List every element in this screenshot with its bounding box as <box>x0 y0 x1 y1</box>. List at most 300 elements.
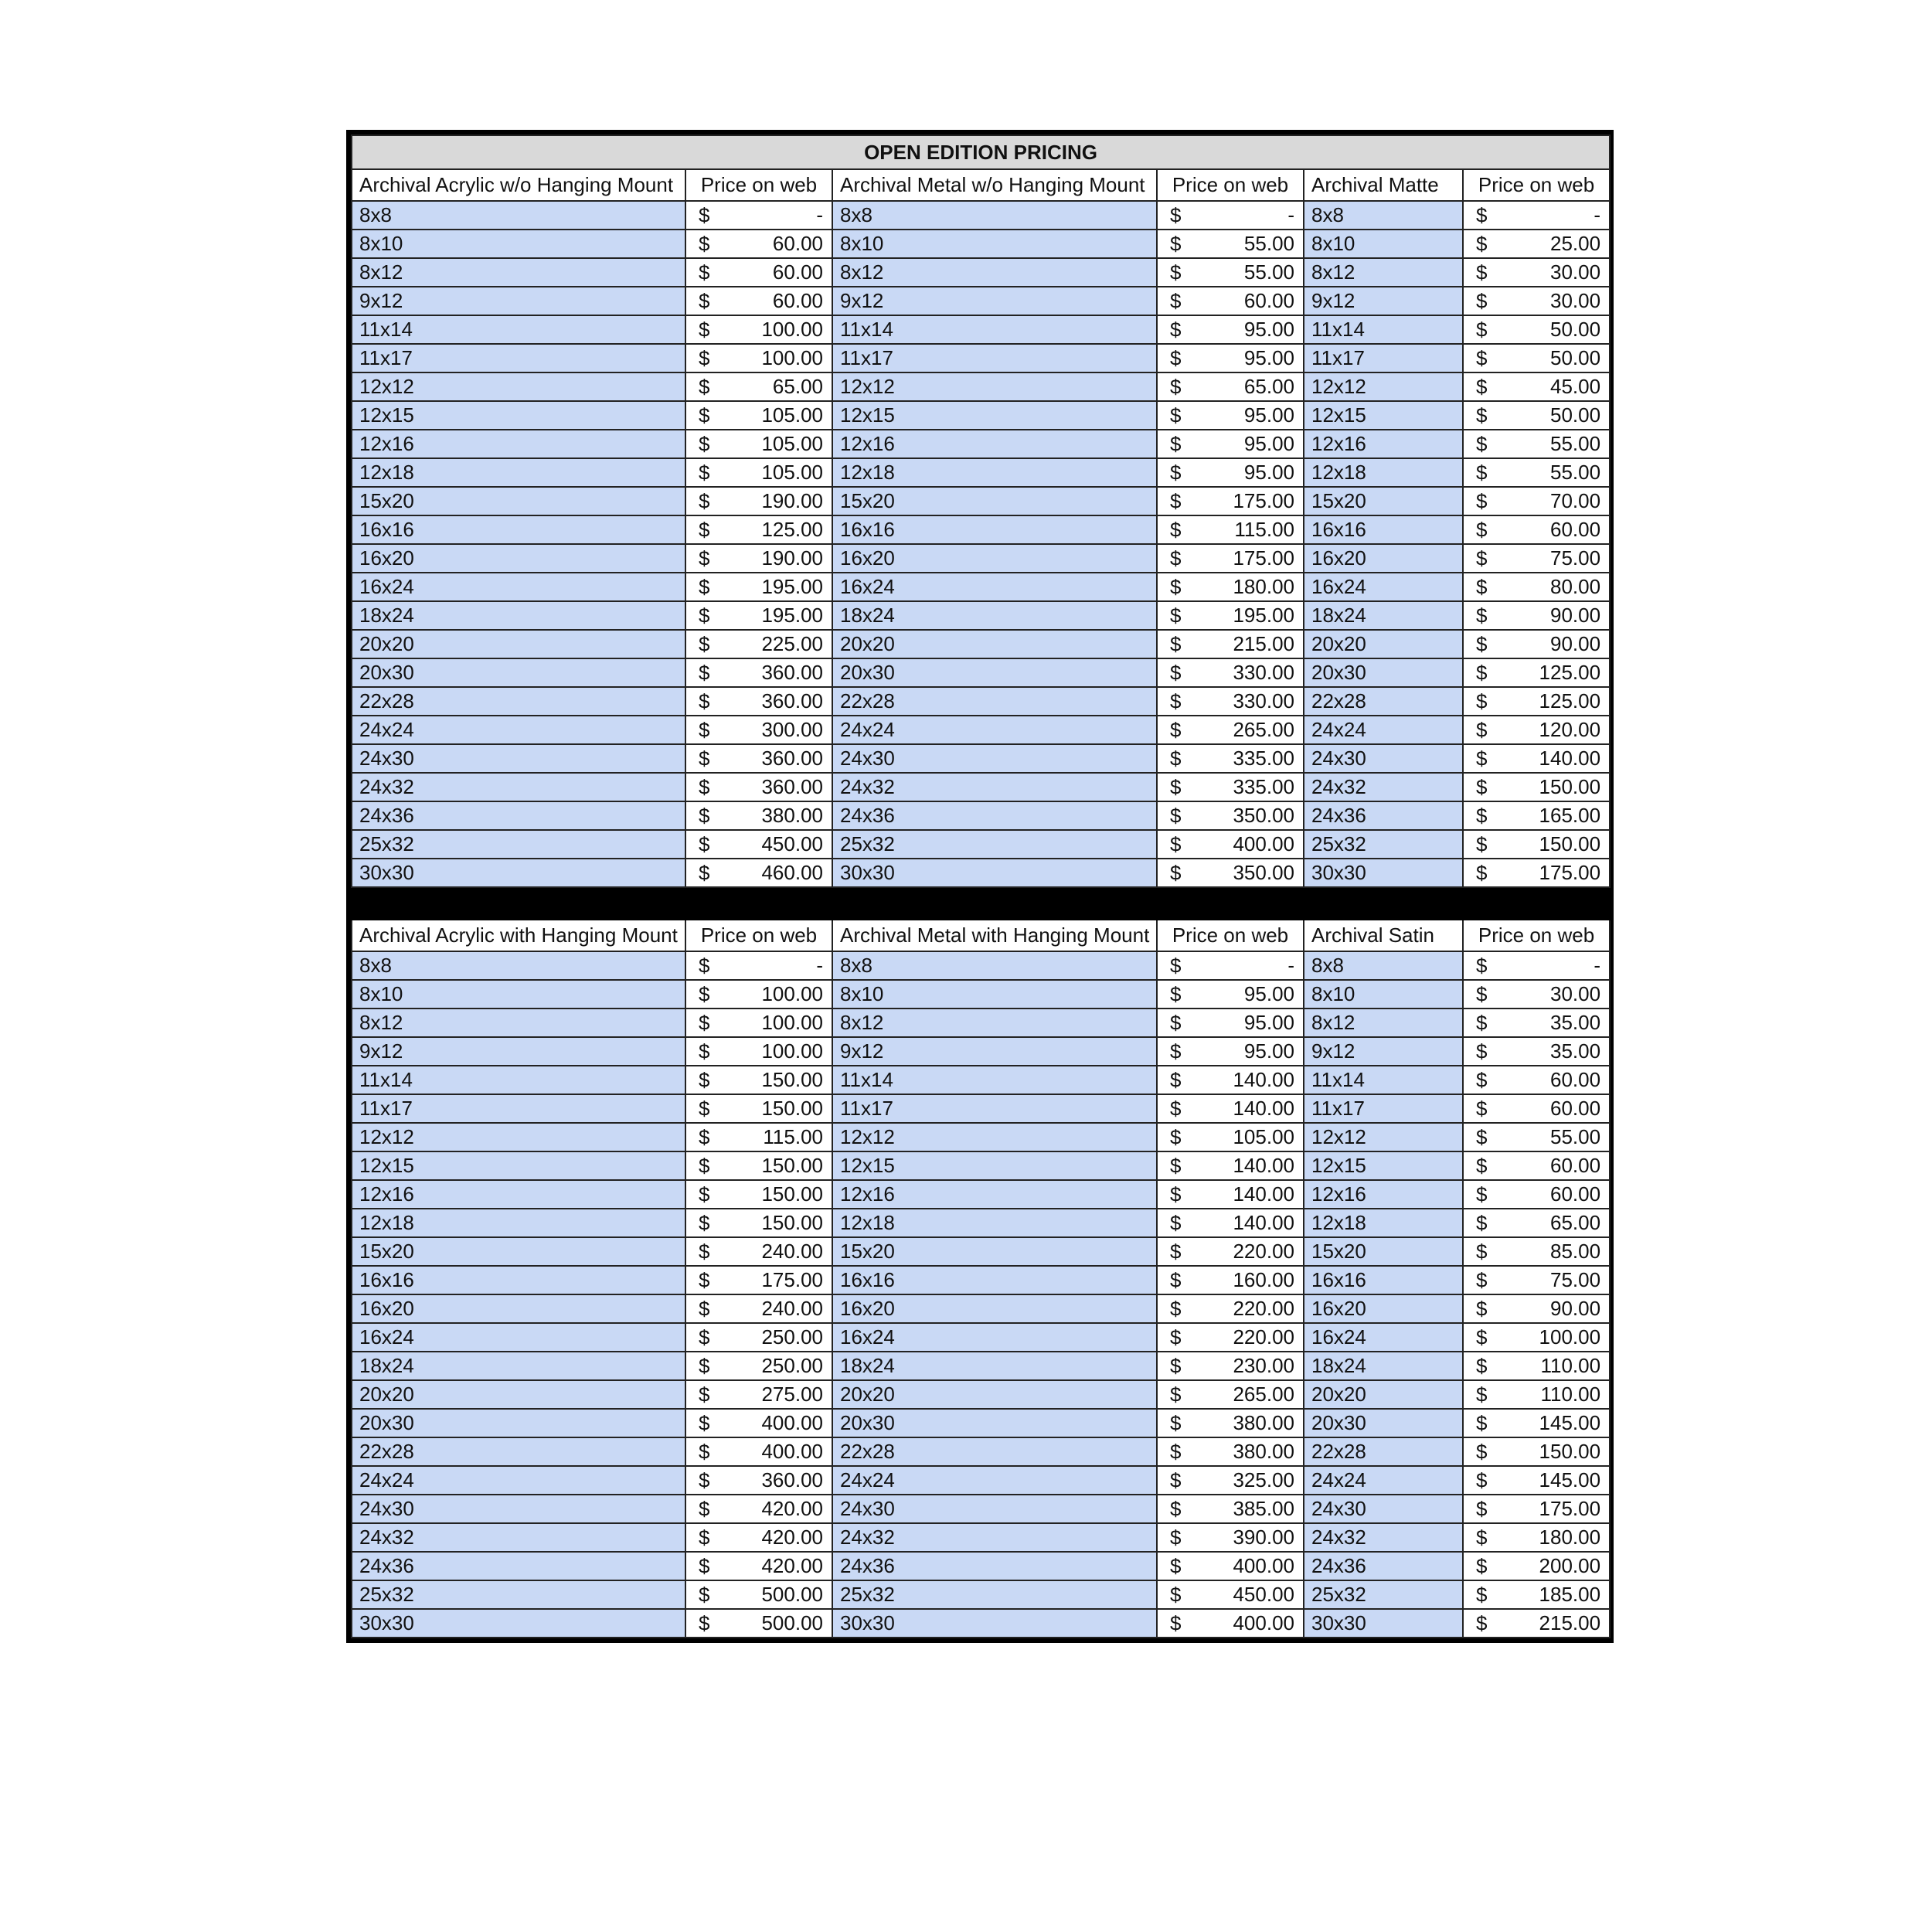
currency-symbol: $ <box>1476 203 1488 226</box>
currency-symbol: $ <box>699 489 710 512</box>
price-cell <box>1463 951 1610 980</box>
price-cell <box>1157 1495 1304 1523</box>
currency-symbol: $ <box>699 1411 710 1434</box>
price-amount: 175.00 <box>1539 861 1601 884</box>
currency-symbol: $ <box>699 1440 710 1463</box>
size-cell: 18x24 <box>352 601 685 630</box>
price-amount: 500.00 <box>761 1611 823 1634</box>
price-cell <box>685 980 832 1009</box>
currency-symbol: $ <box>1476 1297 1488 1320</box>
price-cell <box>685 1523 832 1552</box>
currency-symbol: $ <box>699 632 710 655</box>
price-cell <box>1157 1466 1304 1495</box>
price-cell <box>685 1066 832 1094</box>
currency-symbol: $ <box>699 375 710 398</box>
section-header-row <box>352 920 1610 951</box>
price-amount: 175.00 <box>1539 1497 1601 1520</box>
currency-symbol: $ <box>1476 403 1488 427</box>
currency-symbol: $ <box>1476 1182 1488 1206</box>
price-cell <box>1463 1323 1610 1352</box>
table-row <box>352 401 1610 430</box>
table-row <box>352 1094 1610 1123</box>
currency-symbol: $ <box>1170 1211 1182 1234</box>
size-cell: 25x32 <box>1304 830 1463 859</box>
currency-symbol: $ <box>1170 232 1182 255</box>
price-cell <box>1157 801 1304 830</box>
price-amount: 275.00 <box>761 1383 823 1406</box>
size-cell: 15x20 <box>1304 487 1463 515</box>
size-cell: 30x30 <box>352 859 685 887</box>
price-amount: 95.00 <box>1243 318 1294 341</box>
table-row <box>352 573 1610 601</box>
price-cell <box>685 687 832 716</box>
price-amount: 30.00 <box>1550 289 1601 312</box>
size-cell: 12x18 <box>1304 1209 1463 1237</box>
currency-symbol: $ <box>1476 289 1488 312</box>
price-cell <box>685 287 832 315</box>
price-column-header: Price on web <box>1157 920 1304 951</box>
size-cell: 24x32 <box>352 1523 685 1552</box>
price-cell <box>1157 1037 1304 1066</box>
price-amount: 95.00 <box>1243 1011 1294 1034</box>
currency-symbol: $ <box>699 1182 710 1206</box>
currency-symbol: $ <box>699 1154 710 1177</box>
size-cell: 8x8 <box>1304 951 1463 980</box>
price-amount: 140.00 <box>1233 1182 1294 1206</box>
size-cell: 24x24 <box>1304 1466 1463 1495</box>
currency-symbol: $ <box>1170 689 1182 713</box>
price-cell <box>1157 544 1304 573</box>
price-amount: 150.00 <box>1539 775 1601 798</box>
price-cell <box>1157 773 1304 801</box>
currency-symbol: $ <box>1476 718 1488 741</box>
currency-symbol: $ <box>699 203 710 226</box>
size-cell: 15x20 <box>832 1237 1157 1266</box>
size-cell: 24x36 <box>352 801 685 830</box>
size-cell: 12x16 <box>832 430 1157 458</box>
price-cell <box>1157 1437 1304 1466</box>
price-amount: 50.00 <box>1550 346 1601 369</box>
price-amount: 110.00 <box>1540 1383 1601 1406</box>
price-cell <box>1157 401 1304 430</box>
size-cell: 8x8 <box>352 951 685 980</box>
currency-symbol: $ <box>1170 1611 1182 1634</box>
price-cell <box>685 773 832 801</box>
currency-symbol: $ <box>699 661 710 684</box>
price-amount: 250.00 <box>761 1354 823 1377</box>
price-cell <box>1463 573 1610 601</box>
price-cell <box>1157 1580 1304 1609</box>
currency-symbol: $ <box>1476 1611 1488 1634</box>
currency-symbol: $ <box>1170 804 1182 827</box>
table-row <box>352 1123 1610 1151</box>
table-row <box>352 801 1610 830</box>
currency-symbol: $ <box>1170 661 1182 684</box>
price-cell <box>1157 951 1304 980</box>
currency-symbol: $ <box>1170 1068 1182 1091</box>
size-cell: 16x16 <box>352 1266 685 1294</box>
size-cell: 8x8 <box>352 201 685 230</box>
currency-symbol: $ <box>1170 747 1182 770</box>
size-cell: 8x12 <box>832 1009 1157 1037</box>
currency-symbol: $ <box>1476 1097 1488 1120</box>
price-amount: 140.00 <box>1233 1097 1294 1120</box>
price-cell <box>1463 515 1610 544</box>
price-cell <box>685 573 832 601</box>
size-cell: 16x16 <box>352 515 685 544</box>
size-cell: 8x8 <box>832 201 1157 230</box>
price-amount: 225.00 <box>761 632 823 655</box>
currency-symbol: $ <box>699 954 710 977</box>
currency-symbol: $ <box>1476 1526 1488 1549</box>
price-amount: 60.00 <box>1550 518 1601 541</box>
size-cell: 12x18 <box>352 458 685 487</box>
product-column-header: Archival Matte <box>1304 169 1463 201</box>
size-cell: 30x30 <box>1304 859 1463 887</box>
table-row <box>352 1323 1610 1352</box>
size-cell: 24x32 <box>1304 1523 1463 1552</box>
size-cell: 16x16 <box>832 515 1157 544</box>
currency-symbol: $ <box>1476 1011 1488 1034</box>
size-cell: 16x20 <box>832 544 1157 573</box>
currency-symbol: $ <box>699 1497 710 1520</box>
currency-symbol: $ <box>699 604 710 627</box>
product-column-header: Archival Metal w/o Hanging Mount <box>832 169 1157 201</box>
currency-symbol: $ <box>1170 1468 1182 1492</box>
price-amount: 60.00 <box>1243 289 1294 312</box>
price-cell <box>1157 601 1304 630</box>
price-amount: 160.00 <box>1233 1268 1294 1291</box>
size-cell: 24x32 <box>352 773 685 801</box>
currency-symbol: $ <box>1170 546 1182 570</box>
size-cell: 24x32 <box>832 1523 1157 1552</box>
price-cell <box>685 1580 832 1609</box>
currency-symbol: $ <box>699 1526 710 1549</box>
price-cell <box>685 830 832 859</box>
size-cell: 25x32 <box>352 830 685 859</box>
size-cell: 12x15 <box>832 401 1157 430</box>
price-cell <box>1463 372 1610 401</box>
size-cell: 11x17 <box>832 1094 1157 1123</box>
currency-symbol: $ <box>1476 982 1488 1005</box>
price-cell <box>1157 458 1304 487</box>
price-cell <box>1463 1037 1610 1066</box>
price-amount: 90.00 <box>1550 1297 1601 1320</box>
currency-symbol: $ <box>1476 318 1488 341</box>
size-cell: 16x24 <box>352 573 685 601</box>
currency-symbol: $ <box>699 1354 710 1377</box>
price-amount: 240.00 <box>761 1297 823 1320</box>
price-amount: 390.00 <box>1233 1526 1294 1549</box>
price-cell <box>685 630 832 658</box>
size-cell: 15x20 <box>1304 1237 1463 1266</box>
currency-symbol: $ <box>1476 661 1488 684</box>
size-cell: 22x28 <box>1304 687 1463 716</box>
price-amount: 65.00 <box>1243 375 1294 398</box>
price-cell <box>685 1151 832 1180</box>
currency-symbol: $ <box>699 260 710 284</box>
price-amount: 220.00 <box>1233 1297 1294 1320</box>
currency-symbol: $ <box>1476 1468 1488 1492</box>
currency-symbol: $ <box>1170 1325 1182 1349</box>
currency-symbol: $ <box>1476 1240 1488 1263</box>
price-amount: 60.00 <box>1550 1068 1601 1091</box>
currency-symbol: $ <box>1476 1068 1488 1091</box>
price-column-header: Price on web <box>1463 169 1610 201</box>
currency-symbol: $ <box>699 1039 710 1063</box>
size-cell: 18x24 <box>352 1352 685 1380</box>
price-amount: 100.00 <box>761 346 823 369</box>
price-cell <box>1157 1266 1304 1294</box>
price-amount: 65.00 <box>772 375 823 398</box>
size-cell: 24x36 <box>1304 1552 1463 1580</box>
price-amount: 175.00 <box>1233 489 1294 512</box>
size-cell: 30x30 <box>832 859 1157 887</box>
currency-symbol: $ <box>1170 1039 1182 1063</box>
currency-symbol: $ <box>1476 861 1488 884</box>
price-amount: 360.00 <box>761 1468 823 1492</box>
price-cell <box>1463 658 1610 687</box>
price-amount: 55.00 <box>1550 1125 1601 1148</box>
size-cell: 12x15 <box>1304 401 1463 430</box>
price-amount: 100.00 <box>761 1011 823 1034</box>
currency-symbol: $ <box>1170 203 1182 226</box>
price-amount: 105.00 <box>1233 1125 1294 1148</box>
price-cell <box>1157 315 1304 344</box>
currency-symbol: $ <box>1476 432 1488 455</box>
size-cell: 24x36 <box>832 1552 1157 1580</box>
price-amount: 95.00 <box>1243 403 1294 427</box>
price-amount: 55.00 <box>1550 461 1601 484</box>
price-amount: 140.00 <box>1539 747 1601 770</box>
price-amount: 400.00 <box>1233 1554 1294 1577</box>
currency-symbol: $ <box>1476 689 1488 713</box>
size-cell: 24x24 <box>352 716 685 744</box>
price-amount: 35.00 <box>1550 1039 1601 1063</box>
price-amount: 90.00 <box>1550 632 1601 655</box>
price-cell <box>685 1294 832 1323</box>
table-row <box>352 1466 1610 1495</box>
currency-symbol: $ <box>1476 1554 1488 1577</box>
currency-symbol: $ <box>699 1468 710 1492</box>
size-cell: 16x20 <box>1304 1294 1463 1323</box>
size-cell: 9x12 <box>832 287 1157 315</box>
price-amount: 420.00 <box>761 1554 823 1577</box>
size-cell: 12x12 <box>1304 372 1463 401</box>
section-separator <box>352 887 1610 920</box>
currency-symbol: $ <box>1170 1497 1182 1520</box>
size-cell: 24x32 <box>1304 773 1463 801</box>
price-amount: 85.00 <box>1550 1240 1601 1263</box>
currency-symbol: $ <box>699 982 710 1005</box>
price-cell <box>685 1437 832 1466</box>
price-amount: 140.00 <box>1233 1154 1294 1177</box>
price-amount: 450.00 <box>1233 1583 1294 1606</box>
currency-symbol: $ <box>1170 289 1182 312</box>
price-amount: 230.00 <box>1233 1354 1294 1377</box>
price-cell <box>1463 1266 1610 1294</box>
price-amount: 360.00 <box>761 747 823 770</box>
price-cell <box>1463 1380 1610 1409</box>
price-amount: 335.00 <box>1233 747 1294 770</box>
table-row <box>352 515 1610 544</box>
price-amount: 195.00 <box>1233 604 1294 627</box>
table-row <box>352 1380 1610 1409</box>
size-cell: 8x10 <box>832 230 1157 258</box>
price-amount: 55.00 <box>1243 232 1294 255</box>
price-cell <box>685 1123 832 1151</box>
size-cell: 16x16 <box>1304 515 1463 544</box>
table-row <box>352 201 1610 230</box>
size-cell: 20x20 <box>1304 1380 1463 1409</box>
size-cell: 16x24 <box>832 573 1157 601</box>
currency-symbol: $ <box>1170 489 1182 512</box>
price-amount: 25.00 <box>1550 232 1601 255</box>
price-cell <box>685 1609 832 1638</box>
size-cell: 24x36 <box>1304 801 1463 830</box>
price-cell <box>685 401 832 430</box>
price-amount: 190.00 <box>761 546 823 570</box>
table-row <box>352 1180 1610 1209</box>
table-row <box>352 1495 1610 1523</box>
currency-symbol: $ <box>699 1125 710 1148</box>
size-cell: 20x30 <box>1304 658 1463 687</box>
size-cell: 16x24 <box>1304 1323 1463 1352</box>
size-cell: 16x16 <box>1304 1266 1463 1294</box>
price-amount: 115.00 <box>763 1125 823 1148</box>
size-cell: 9x12 <box>1304 287 1463 315</box>
price-amount: 105.00 <box>761 403 823 427</box>
currency-symbol: $ <box>1170 1411 1182 1434</box>
size-cell: 22x28 <box>832 687 1157 716</box>
price-cell <box>685 1009 832 1037</box>
currency-symbol: $ <box>699 1325 710 1349</box>
price-cell <box>1157 287 1304 315</box>
currency-symbol: $ <box>699 403 710 427</box>
size-cell: 18x24 <box>1304 601 1463 630</box>
size-cell: 12x18 <box>1304 458 1463 487</box>
price-cell <box>685 258 832 287</box>
price-amount: 95.00 <box>1243 982 1294 1005</box>
price-amount: 35.00 <box>1550 1011 1601 1034</box>
currency-symbol: $ <box>699 1383 710 1406</box>
currency-symbol: $ <box>1476 832 1488 855</box>
price-amount: 60.00 <box>772 289 823 312</box>
currency-symbol: $ <box>1170 432 1182 455</box>
table-row <box>352 687 1610 716</box>
price-cell <box>1463 544 1610 573</box>
size-cell: 16x24 <box>1304 573 1463 601</box>
price-amount: 125.00 <box>1539 661 1601 684</box>
price-amount: 95.00 <box>1243 346 1294 369</box>
price-cell <box>1157 1380 1304 1409</box>
size-cell: 11x14 <box>352 315 685 344</box>
price-cell <box>1463 716 1610 744</box>
price-cell <box>1463 458 1610 487</box>
currency-symbol: $ <box>699 775 710 798</box>
price-amount: 150.00 <box>1539 832 1601 855</box>
currency-symbol: $ <box>1170 1583 1182 1606</box>
price-amount: 150.00 <box>761 1182 823 1206</box>
price-amount: - <box>1594 203 1601 226</box>
price-cell <box>685 1323 832 1352</box>
price-cell <box>1157 1523 1304 1552</box>
currency-symbol: $ <box>1476 1497 1488 1520</box>
price-amount: 60.00 <box>1550 1097 1601 1120</box>
price-cell <box>685 430 832 458</box>
size-cell: 8x12 <box>832 258 1157 287</box>
price-cell <box>685 1495 832 1523</box>
currency-symbol: $ <box>699 546 710 570</box>
price-amount: 150.00 <box>761 1211 823 1234</box>
size-cell: 9x12 <box>352 1037 685 1066</box>
price-cell <box>1463 1123 1610 1151</box>
price-amount: 150.00 <box>761 1154 823 1177</box>
price-column-header: Price on web <box>1157 169 1304 201</box>
price-cell <box>1157 258 1304 287</box>
currency-symbol: $ <box>1170 775 1182 798</box>
price-cell <box>1157 1294 1304 1323</box>
price-amount: 215.00 <box>1233 632 1294 655</box>
size-cell: 18x24 <box>832 1352 1157 1380</box>
price-cell <box>685 951 832 980</box>
price-amount: 400.00 <box>1233 832 1294 855</box>
currency-symbol: $ <box>699 1097 710 1120</box>
separator-bar <box>352 887 1610 920</box>
table-row <box>352 744 1610 773</box>
currency-symbol: $ <box>1170 632 1182 655</box>
price-amount: 250.00 <box>761 1325 823 1349</box>
size-cell: 15x20 <box>352 487 685 515</box>
table-row <box>352 230 1610 258</box>
size-cell: 8x10 <box>352 980 685 1009</box>
size-cell: 20x20 <box>352 1380 685 1409</box>
price-cell <box>1463 487 1610 515</box>
size-cell: 16x20 <box>352 544 685 573</box>
price-amount: 100.00 <box>761 1039 823 1063</box>
table-row <box>352 951 1610 980</box>
currency-symbol: $ <box>699 1240 710 1263</box>
price-amount: 55.00 <box>1243 260 1294 284</box>
price-amount: 30.00 <box>1550 982 1601 1005</box>
table-row <box>352 1580 1610 1609</box>
size-cell: 12x15 <box>832 1151 1157 1180</box>
currency-symbol: $ <box>699 461 710 484</box>
size-cell: 20x20 <box>352 630 685 658</box>
price-cell <box>685 716 832 744</box>
pricing-table <box>351 134 1611 1638</box>
price-amount: 180.00 <box>1539 1526 1601 1549</box>
price-amount: 360.00 <box>761 661 823 684</box>
size-cell: 22x28 <box>352 1437 685 1466</box>
size-cell: 25x32 <box>832 1580 1157 1609</box>
price-cell <box>685 372 832 401</box>
price-amount: 65.00 <box>1550 1211 1601 1234</box>
size-cell: 22x28 <box>1304 1437 1463 1466</box>
price-amount: - <box>1287 203 1294 226</box>
price-amount: 165.00 <box>1539 804 1601 827</box>
price-cell <box>1463 287 1610 315</box>
currency-symbol: $ <box>1170 1182 1182 1206</box>
table-row <box>352 1266 1610 1294</box>
size-cell: 15x20 <box>352 1237 685 1266</box>
price-cell <box>1157 1609 1304 1638</box>
price-amount: 240.00 <box>761 1240 823 1263</box>
price-amount: 195.00 <box>761 575 823 598</box>
price-amount: 95.00 <box>1243 1039 1294 1063</box>
currency-symbol: $ <box>1170 346 1182 369</box>
currency-symbol: $ <box>1476 604 1488 627</box>
